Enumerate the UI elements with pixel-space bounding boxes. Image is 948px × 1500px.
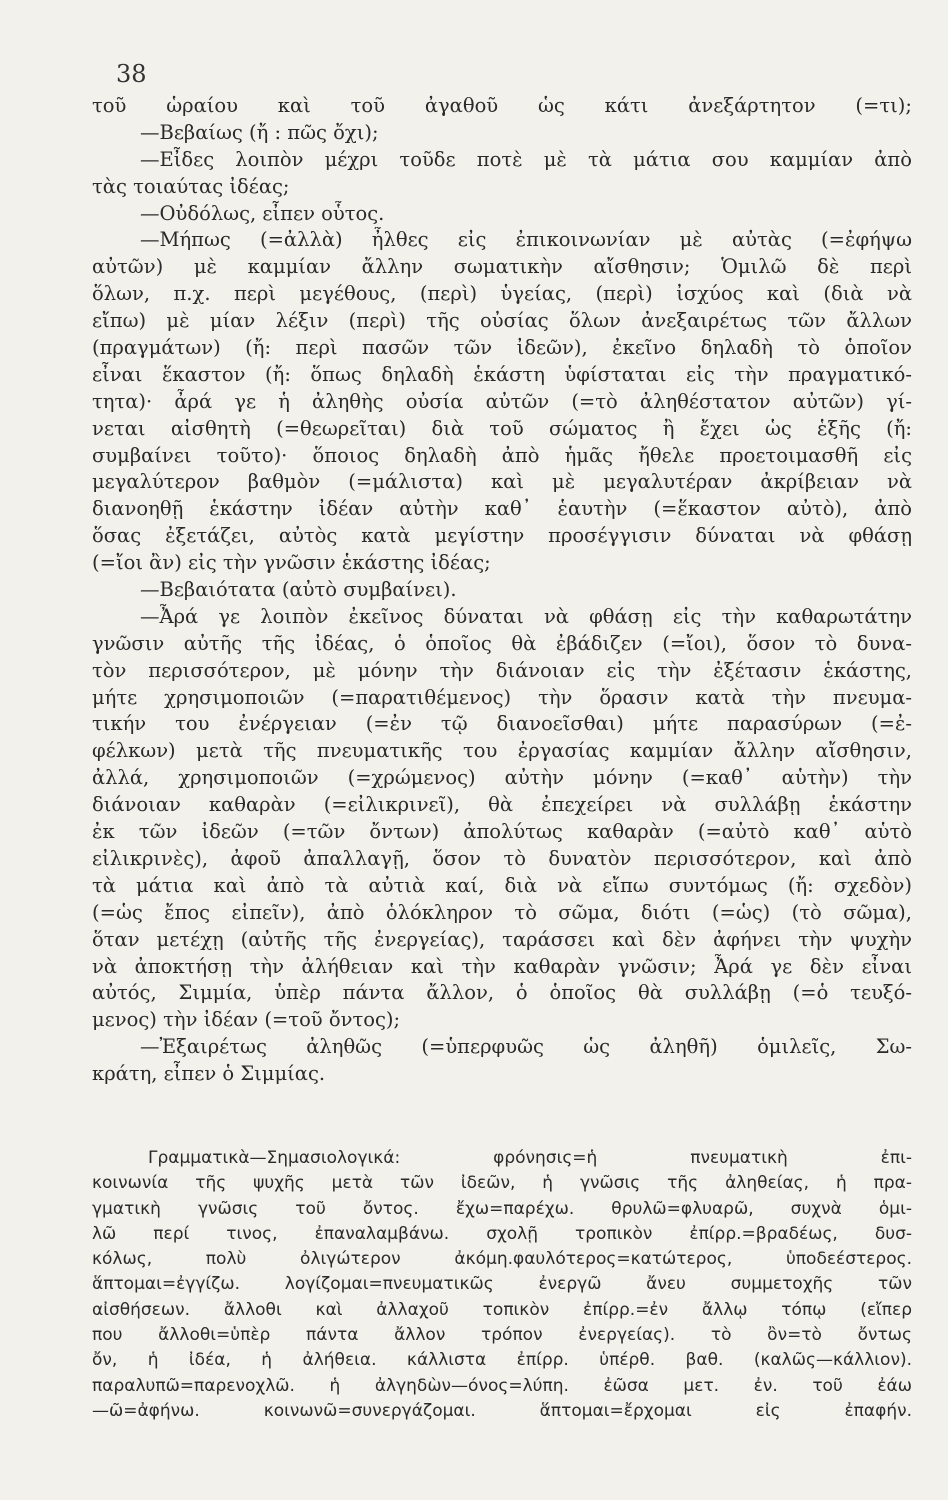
text-line: (πραγμάτων) (ἤ: περὶ πασῶν τῶν ἰδεῶν), ἐκεῖνο δηλαδὴ τὸ ὁποῖον — [92, 336, 912, 360]
text-line: —Ἐξαιρέτως ἀληθῶς (=ὑπερφυῶς ὡς ἀληθῆ) ὁμιλεῖς, Σω- — [140, 1035, 912, 1059]
grammar-line: αἰσθήσεων. ἄλλοθι καὶ ἀλλαχοῦ τοπικὸν ἐπίρρ.=ἐν ἄλλῳ τόπῳ (εἴπερ — [92, 1299, 912, 1320]
text-line: τικήν του ἐνέργειαν (=ἐν τῷ διανοεῖσθαι) μήτε παρασύρων (=ἐ- — [92, 712, 912, 736]
text-line: τὰ μάτια καὶ ἀπὸ τὰ αὐτιὰ καί, διὰ νὰ εἴπω συντόμως (ἤ: σχεδὸν) — [92, 873, 912, 897]
text-line: συμβαίνει τοῦτο)· ὅποιος δηλαδὴ ἀπὸ ἡμᾶς ἤθελε προετοιμασθῆ εἰς — [92, 443, 912, 467]
grammar-notes — [92, 1146, 912, 1424]
text-line: εἰλικρινὲς), ἀφοῦ ἀπαλλαγῇ, ὅσον τὸ δυνατὸν περισσότερον, καὶ ἀπὸ — [92, 846, 912, 870]
text-line: ὅλων, π.χ. περὶ μεγέθους, (περὶ) ὑγείας, (περὶ) ἰσχύος καὶ (διὰ νὰ — [92, 282, 912, 306]
text-line: μενος) τὴν ἰδέαν (=τοῦ ὄντος); — [92, 1008, 401, 1032]
text-line: —Βεβαίως (ἤ : πῶς ὄχι); — [140, 120, 379, 144]
text-line: γνῶσιν αὐτῆς τῆς ἰδέας, ὁ ὁποῖος θὰ ἐβάδιζεν (=ἴοι), ὅσον τὸ δυνα- — [92, 631, 912, 655]
text-line: τοῦ ὡραίου καὶ τοῦ ἀγαθοῦ ὡς κάτι ἀνεξάρτητον (=τι); — [92, 94, 912, 117]
text-line: διανοηθῇ ἑκάστην ἰδέαν αὐτὴν καθ᾽ ἑαυτὴν (=ἕκαστον αὐτὸ), ἀπὸ — [92, 497, 912, 521]
grammar-line: —ῶ=ἀφήνω. κοινωνῶ=συνεργάζομαι. ἅπτομαι=ἔρχομαι εἰς ἐπαφήν. — [92, 1400, 912, 1421]
grammar-line: παραλυπῶ=παρενοχλῶ. ἡ ἀλγηδὼν—όνος=λύπη. ἐῶσα μετ. ἐν. τοῦ ἐάω — [92, 1375, 912, 1396]
text-line: εἶναι ἕκαστον (ἤ: ὅπως δηλαδὴ ἑκάστη ὑφίσταται εἰς τὴν πραγματικό- — [92, 362, 912, 386]
text-line: τητα)· ἆρά γε ἡ ἀληθὴς οὐσία αὐτῶν (=τὸ ἀληθέστατον αὐτῶν) γί- — [92, 389, 912, 413]
dialogue-text — [92, 93, 912, 1088]
grammar-line: που ἄλλοθι=ὑπὲρ πάντα ἄλλον τρόπον ἐνεργείας). τὸ ὂν=τὸ ὄντως — [92, 1325, 912, 1346]
text-line: ὅταν μετέχῃ (αὐτῆς τῆς ἐνεργείας), ταράσσει καὶ δὲν ἀφήνει τὴν ψυχὴν — [92, 927, 912, 951]
grammar-line: λῶ περί τινος, ἐπαναλαμβάνω. σχολῇ τροπικὸν ἐπίρρ.=βραδέως, δυσ- — [92, 1223, 912, 1244]
text-line: τὸν περισσότερον, μὲ μόνην τὴν διάνοιαν εἰς τὴν ἐξέτασιν ἑκάστης, — [92, 658, 912, 682]
text-line: ἀλλά, χρησιμοποιῶν (=χρώμενος) αὐτὴν μόνην (=καθ᾽ αὑτὴν) τὴν — [92, 766, 912, 790]
text-line: αὐτῶν) μὲ καμμίαν ἄλλην σωματικὴν αἴσθησιν; Ὁμιλῶ δὲ περὶ — [92, 255, 912, 279]
grammar-line: ἅπτομαι=ἐγγίζω. λογίζομαι=πνευματικῶς ἐνεργῶ ἄνευ συμμετοχῆς τῶν — [92, 1274, 912, 1295]
text-line: ἐκ τῶν ἰδεῶν (=τῶν ὄντων) ἀπολύτως καθαρὰν (=αὐτὸ καθ᾽ αὑτὸ — [92, 820, 912, 844]
text-line: —Ἆρά γε λοιπὸν ἐκεῖνος δύναται νὰ φθάσῃ εἰς τὴν καθαρωτάτην — [140, 604, 912, 628]
text-line: (=ὡς ἔπος εἰπεῖν), ἀπὸ ὁλόκληρον τὸ σῶμα, διότι (=ὡς) (τὸ σῶμα), — [92, 900, 912, 924]
text-line: (=ἴοι ἂν) εἰς τὴν γνῶσιν ἑκάστης ἰδέας; — [92, 551, 491, 575]
text-line: τὰς τοιαύτας ἰδέας; — [92, 174, 290, 198]
text-line: μήτε χρησιμοποιῶν (=παρατιθέμενος) τὴν ὅρασιν κατὰ τὴν πνευμα- — [92, 685, 912, 709]
text-line: διάνοιαν καθαρὰν (=εἰλικρινεῖ), θὰ ἐπεχείρει νὰ συλλάβῃ ἑκάστην — [92, 793, 912, 817]
text-line: κράτη, εἶπεν ὁ Σιμμίας. — [92, 1062, 326, 1086]
text-line: —Οὐδόλως, εἶπεν οὗτος. — [140, 201, 385, 225]
text-line: εἴπω) μὲ μίαν λέξιν (περὶ) τῆς οὐσίας ὅλων ἀνεξαιρέτως τῶν ἄλλων — [92, 309, 912, 333]
text-line: —Εἶδες λοιπὸν μέχρι τοῦδε ποτὲ μὲ τὰ μάτια σου καμμίαν ἀπὸ — [140, 147, 912, 171]
text-line: αὐτός, Σιμμία, ὑπὲρ πάντα ἄλλον, ὁ ὁποῖος θὰ συλλάβῃ (=ὁ τευξό- — [92, 981, 912, 1005]
grammar-line: κοινωνία τῆς ψυχῆς μετὰ τῶν ἰδεῶν, ἡ γνῶσις τῆς ἀληθείας, ἡ πρα- — [92, 1173, 912, 1194]
grammar-line: κόλως, πολὺ ὀλιγώτερον ἀκόμη.φαυλότερος=κατώτερος, ὑποδεέστερος. — [92, 1249, 912, 1270]
grammar-line: ὄν, ἡ ἰδέα, ἡ ἀλήθεια. κάλλιστα ἐπίρρ. ὑπέρθ. βαθ. (καλῶς—κάλλιον). — [92, 1350, 912, 1371]
text-line: νὰ ἀποκτήσῃ τὴν ἀλήθειαν καὶ τὴν καθαρὰν γνῶσιν; Ἆρά γε δὲν εἶναι — [92, 954, 912, 978]
grammar-line: γματικὴ γνῶσις τοῦ ὄντος. ἔχω=παρέχω. θρυλῶ=φλυαρῶ, συχνὰ ὁμι- — [92, 1198, 912, 1219]
text-line: μεγαλύτερον βαθμὸν (=μάλιστα) καὶ μὲ μεγαλυτέραν ἀκρίβειαν νὰ — [92, 470, 912, 494]
grammar-line: Γραμματικὰ—Σημασιολογικά: φρόνησις=ἡ πνευματικὴ ἐπι- — [148, 1148, 912, 1168]
text-line: —Βεβαιότατα (αὐτὸ συμβαίνει). — [140, 578, 457, 602]
text-line: ὅσας ἐξετάζει, αὐτὸς κατὰ μεγίστην προσέγγισιν δύναται νὰ φθάσῃ — [92, 524, 912, 548]
text-line: —Μήπως (=ἀλλὰ) ἦλθες εἰς ἐπικοινωνίαν μὲ αὐτὰς (=ἐφήψω — [140, 228, 912, 252]
text-line: νεται αἰσθητὴ (=θεωρεῖται) διὰ τοῦ σώματος ἢ ἔχει ὡς ἑξῆς (ἤ: — [92, 416, 912, 440]
page-number: 38 — [116, 60, 147, 88]
text-line: φέλκων) μετὰ τῆς πνευματικῆς του ἐργασίας καμμίαν ἄλλην αἴσθησιν, — [92, 739, 912, 763]
